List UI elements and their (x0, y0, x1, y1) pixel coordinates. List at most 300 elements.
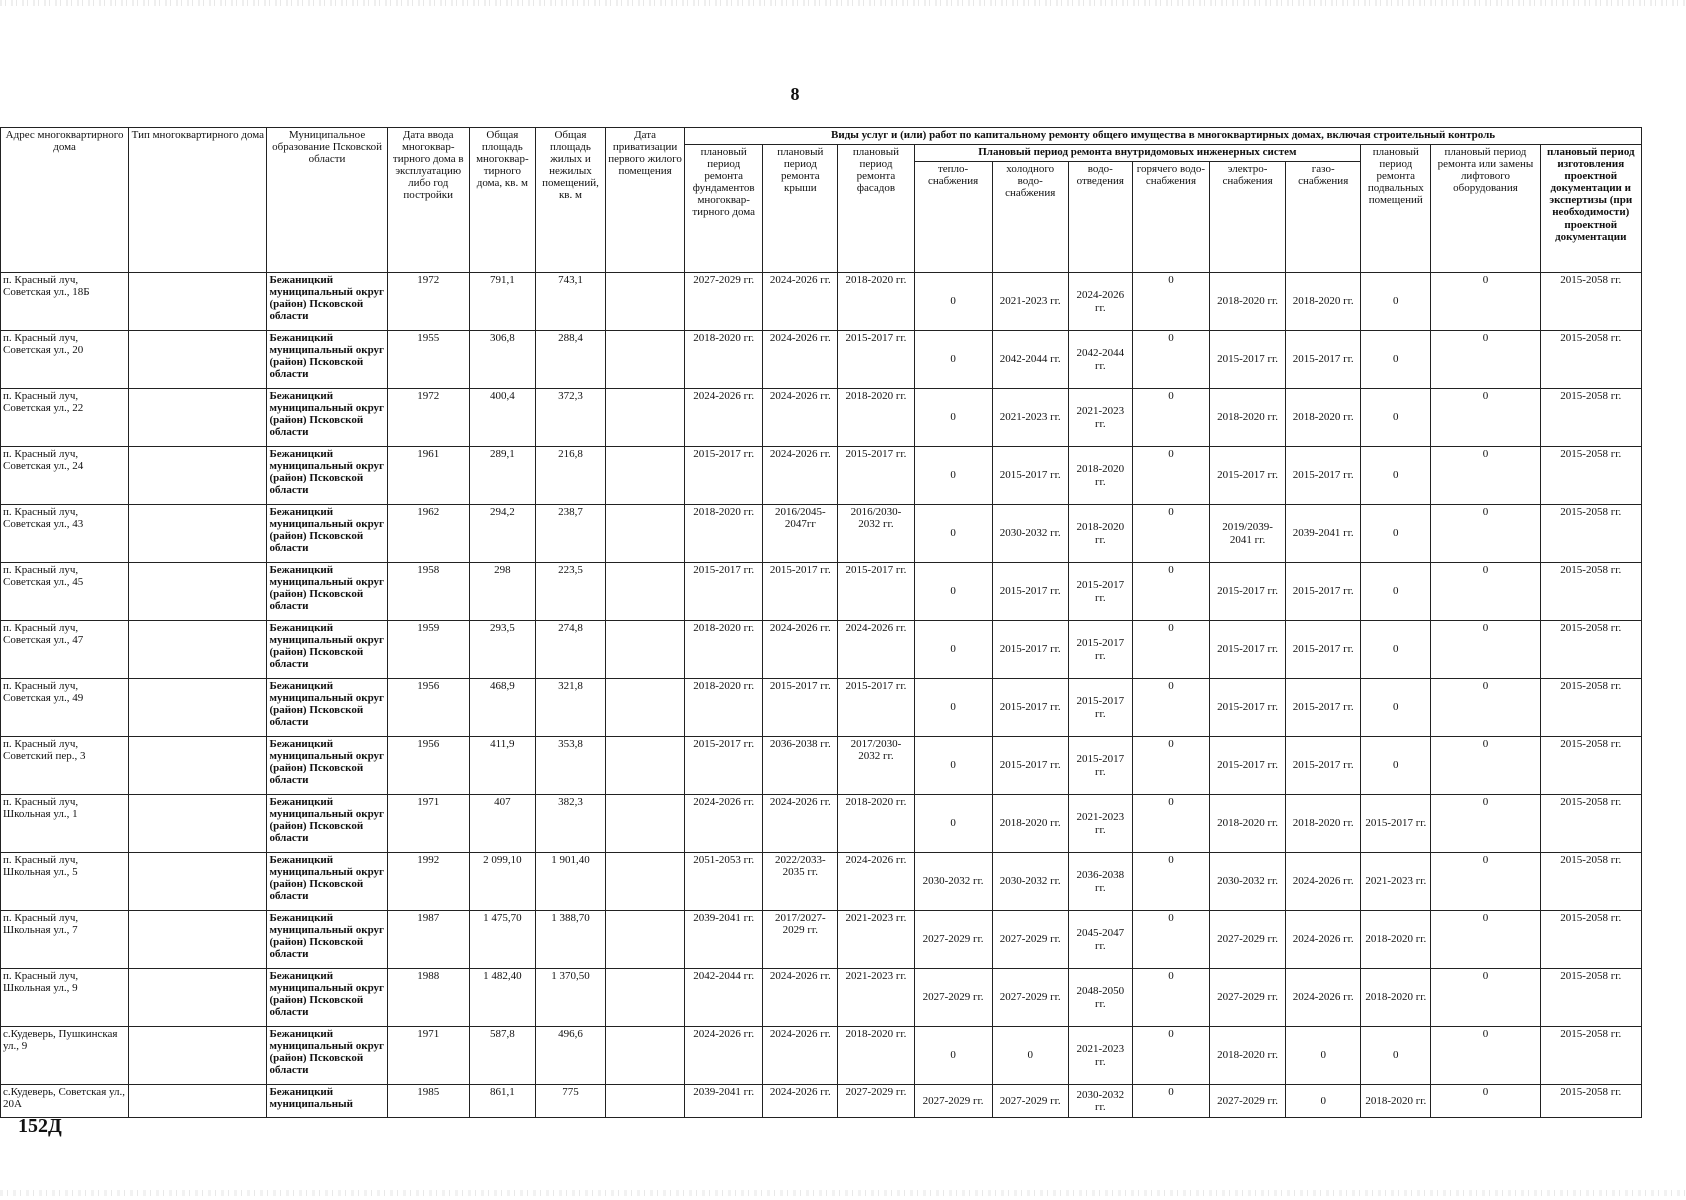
col-header-privatization-date: Дата приватизации первого жилого помещения (606, 128, 685, 273)
cell-house-type (129, 1085, 267, 1118)
cell-elevator: 0 (1431, 621, 1540, 679)
cell-elevator: 0 (1431, 273, 1540, 331)
cell-living-area: 1 370,50 (535, 969, 605, 1027)
cell-elevator: 0 (1431, 331, 1540, 389)
cell-address: п. Красный луч, Школьная ул., 1 (1, 795, 129, 853)
cell-total-area: 468,9 (469, 679, 535, 737)
cell-heating: 2027-2029 гг. (914, 1085, 992, 1118)
cell-roof: 2024-2026 гг. (763, 1085, 838, 1118)
cell-roof: 2024-2026 гг. (763, 1027, 838, 1085)
cell-basement: 2018-2020 гг. (1361, 1085, 1431, 1118)
cell-cold-water: 2015-2017 гг. (992, 737, 1068, 795)
cell-total-area: 294,2 (469, 505, 535, 563)
cell-hot-water: 0 (1132, 447, 1209, 505)
col-header-works-group: Виды услуг и (или) работ по капитальному ремонту общего имущества в многоквартирных домах, включая строительный контроль (685, 128, 1642, 145)
cell-address: п. Красный луч, Советская ул., 47 (1, 621, 129, 679)
cell-cold-water: 2042-2044 гг. (992, 331, 1068, 389)
cell-total-area: 298 (469, 563, 535, 621)
col-header-design-docs: плановый период изготовления проектной документации и экспертизы (при необходимости) проектной документации (1540, 145, 1641, 273)
cell-basement: 2018-2020 гг. (1361, 969, 1431, 1027)
cell-total-area: 411,9 (469, 737, 535, 795)
cell-foundation: 2015-2017 гг. (685, 737, 763, 795)
cell-address: п. Красный луч, Советский пер., 3 (1, 737, 129, 795)
cell-electricity: 2027-2029 гг. (1210, 969, 1286, 1027)
cell-roof: 2024-2026 гг. (763, 273, 838, 331)
cell-privatization (606, 737, 685, 795)
cell-facade: 2015-2017 гг. (838, 331, 914, 389)
cell-municipality: Бежаницкий муниципальный округ (район) Псковской области (267, 1027, 387, 1085)
cell-municipality: Бежаницкий муниципальный округ (район) Псковской области (267, 447, 387, 505)
cell-hot-water: 0 (1132, 563, 1209, 621)
cell-heating: 0 (914, 331, 992, 389)
cell-heating: 0 (914, 273, 992, 331)
cell-hot-water: 0 (1132, 273, 1209, 331)
cell-design-docs: 2015-2058 гг. (1540, 795, 1641, 853)
cell-house-type (129, 331, 267, 389)
cell-cold-water: 2021-2023 гг. (992, 273, 1068, 331)
table-row (1, 563, 1642, 621)
cell-hot-water: 0 (1132, 621, 1209, 679)
col-header-elevator: плановый период ремонта или замены лифтового оборудования (1431, 145, 1540, 273)
cell-year: 1985 (387, 1085, 469, 1118)
cell-design-docs: 2015-2058 гг. (1540, 563, 1641, 621)
cell-design-docs: 2015-2058 гг. (1540, 331, 1641, 389)
cell-house-type (129, 1027, 267, 1085)
cell-heating: 0 (914, 621, 992, 679)
cell-gas: 2024-2026 гг. (1286, 853, 1361, 911)
cell-electricity: 2027-2029 гг. (1210, 911, 1286, 969)
cell-heating: 0 (914, 563, 992, 621)
col-header-house-type: Тип многоквартирного дома (129, 128, 267, 273)
cell-cold-water: 2015-2017 гг. (992, 621, 1068, 679)
cell-year: 1971 (387, 795, 469, 853)
cell-elevator: 0 (1431, 505, 1540, 563)
cell-basement: 0 (1361, 563, 1431, 621)
cell-year: 1972 (387, 273, 469, 331)
cell-living-area: 1 388,70 (535, 911, 605, 969)
cell-design-docs: 2015-2058 гг. (1540, 1027, 1641, 1085)
cell-living-area: 274,8 (535, 621, 605, 679)
cell-electricity: 2030-2032 гг. (1210, 853, 1286, 911)
cell-foundation: 2018-2020 гг. (685, 679, 763, 737)
cell-gas: 2015-2017 гг. (1286, 447, 1361, 505)
cell-sewerage: 2021-2023 гг. (1068, 795, 1132, 853)
cell-address: п. Красный луч, Советская ул., 22 (1, 389, 129, 447)
cell-total-area: 400,4 (469, 389, 535, 447)
cell-privatization (606, 679, 685, 737)
table-body (1, 273, 1642, 1118)
cell-electricity: 2019/2039-2041 гг. (1210, 505, 1286, 563)
cell-sewerage: 2021-2023 гг. (1068, 1027, 1132, 1085)
cell-total-area: 1 482,40 (469, 969, 535, 1027)
cell-house-type (129, 563, 267, 621)
cell-living-area: 238,7 (535, 505, 605, 563)
cell-electricity: 2015-2017 гг. (1210, 447, 1286, 505)
table-row (1, 273, 1642, 331)
cell-elevator: 0 (1431, 679, 1540, 737)
cell-roof: 2017/2027-2029 гг. (763, 911, 838, 969)
cell-cold-water: 2015-2017 гг. (992, 447, 1068, 505)
cell-basement: 2021-2023 гг. (1361, 853, 1431, 911)
cell-facade: 2015-2017 гг. (838, 563, 914, 621)
cell-elevator: 0 (1431, 447, 1540, 505)
cell-year: 1958 (387, 563, 469, 621)
cell-heating: 0 (914, 389, 992, 447)
cell-municipality: Бежаницкий муниципальный округ (район) Псковской области (267, 505, 387, 563)
cell-total-area: 1 475,70 (469, 911, 535, 969)
cell-facade: 2018-2020 гг. (838, 389, 914, 447)
cell-heating: 0 (914, 1027, 992, 1085)
cell-gas: 2018-2020 гг. (1286, 389, 1361, 447)
cell-heating: 0 (914, 505, 992, 563)
cell-facade: 2024-2026 гг. (838, 621, 914, 679)
scan-noise-bottom (0, 1190, 1686, 1196)
cell-gas: 2018-2020 гг. (1286, 795, 1361, 853)
cell-elevator: 0 (1431, 911, 1540, 969)
cell-facade: 2017/2030-2032 гг. (838, 737, 914, 795)
cell-gas: 2039-2041 гг. (1286, 505, 1361, 563)
cell-foundation: 2024-2026 гг. (685, 389, 763, 447)
cell-basement: 0 (1361, 331, 1431, 389)
cell-facade: 2021-2023 гг. (838, 969, 914, 1027)
cell-design-docs: 2015-2058 гг. (1540, 737, 1641, 795)
cell-total-area: 306,8 (469, 331, 535, 389)
cell-sewerage: 2024-2026 гг. (1068, 273, 1132, 331)
cell-house-type (129, 447, 267, 505)
cell-heating: 0 (914, 447, 992, 505)
cell-basement: 0 (1361, 737, 1431, 795)
cell-municipality: Бежаницкий муниципальный округ (район) Псковской области (267, 969, 387, 1027)
cell-gas: 2024-2026 гг. (1286, 969, 1361, 1027)
table-row (1, 795, 1642, 853)
cell-gas: 2015-2017 гг. (1286, 621, 1361, 679)
cell-house-type (129, 621, 267, 679)
cell-living-area: 288,4 (535, 331, 605, 389)
cell-privatization (606, 969, 685, 1027)
cell-elevator: 0 (1431, 969, 1540, 1027)
cell-hot-water: 0 (1132, 1027, 1209, 1085)
cell-total-area: 407 (469, 795, 535, 853)
cell-total-area: 293,5 (469, 621, 535, 679)
cell-municipality: Бежаницкий муниципальный округ (район) Псковской области (267, 273, 387, 331)
cell-privatization (606, 331, 685, 389)
cell-year: 1961 (387, 447, 469, 505)
cell-heating: 2027-2029 гг. (914, 911, 992, 969)
cell-design-docs: 2015-2058 гг. (1540, 911, 1641, 969)
cell-municipality: Бежаницкий муниципальный округ (район) Псковской области (267, 621, 387, 679)
table-row (1, 969, 1642, 1027)
cell-facade: 2027-2029 гг. (838, 1085, 914, 1118)
col-header-facade: плановый период ремонта фасадов (838, 145, 914, 273)
cell-sewerage: 2015-2017 гг. (1068, 621, 1132, 679)
cell-privatization (606, 389, 685, 447)
cell-privatization (606, 563, 685, 621)
cell-year: 1956 (387, 679, 469, 737)
cell-hot-water: 0 (1132, 505, 1209, 563)
cell-municipality: Бежаницкий муниципальный округ (район) Псковской области (267, 563, 387, 621)
cell-privatization (606, 273, 685, 331)
cell-foundation: 2039-2041 гг. (685, 911, 763, 969)
cell-foundation: 2018-2020 гг. (685, 621, 763, 679)
cell-total-area: 289,1 (469, 447, 535, 505)
cell-cold-water: 2027-2029 гг. (992, 969, 1068, 1027)
cell-hot-water: 0 (1132, 679, 1209, 737)
cell-design-docs: 2015-2058 гг. (1540, 1085, 1641, 1118)
cell-sewerage: 2015-2017 гг. (1068, 679, 1132, 737)
cell-address: п. Красный луч, Школьная ул., 9 (1, 969, 129, 1027)
cell-gas: 2015-2017 гг. (1286, 679, 1361, 737)
cell-electricity: 2018-2020 гг. (1210, 795, 1286, 853)
table-row (1, 1027, 1642, 1085)
cell-sewerage: 2021-2023 гг. (1068, 389, 1132, 447)
cell-design-docs: 2015-2058 гг. (1540, 969, 1641, 1027)
cell-year: 1987 (387, 911, 469, 969)
cell-roof: 2016/2045-2047гг (763, 505, 838, 563)
cell-living-area: 743,1 (535, 273, 605, 331)
page-number: 8 (790, 84, 800, 104)
col-header-basement: плановый период ремонта подвальных помещений (1361, 145, 1431, 273)
cell-elevator: 0 (1431, 1027, 1540, 1085)
cell-basement: 0 (1361, 505, 1431, 563)
cell-living-area: 496,6 (535, 1027, 605, 1085)
cell-foundation: 2024-2026 гг. (685, 795, 763, 853)
cell-heating: 0 (914, 795, 992, 853)
cell-foundation: 2051-2053 гг. (685, 853, 763, 911)
cell-cold-water: 2027-2029 гг. (992, 1085, 1068, 1118)
cell-heating: 2027-2029 гг. (914, 969, 992, 1027)
cell-year: 1959 (387, 621, 469, 679)
cell-electricity: 2015-2017 гг. (1210, 737, 1286, 795)
cell-basement: 0 (1361, 273, 1431, 331)
cell-electricity: 2015-2017 гг. (1210, 331, 1286, 389)
cell-cold-water: 2015-2017 гг. (992, 679, 1068, 737)
cell-electricity: 2018-2020 гг. (1210, 273, 1286, 331)
cell-year: 1971 (387, 1027, 469, 1085)
cell-cold-water: 2018-2020 гг. (992, 795, 1068, 853)
cell-elevator: 0 (1431, 737, 1540, 795)
cell-electricity: 2015-2017 гг. (1210, 621, 1286, 679)
cell-municipality: Бежаницкий муниципальный округ (район) Псковской области (267, 331, 387, 389)
cell-cold-water: 2027-2029 гг. (992, 911, 1068, 969)
cell-address: п. Красный луч, Советская ул., 24 (1, 447, 129, 505)
cell-municipality: Бежаницкий муниципальный (267, 1085, 387, 1118)
scan-noise-top (0, 0, 1686, 6)
cell-foundation: 2027-2029 гг. (685, 273, 763, 331)
cell-roof: 2024-2026 гг. (763, 795, 838, 853)
cell-house-type (129, 505, 267, 563)
capital-repair-table (0, 127, 1642, 1118)
cell-address: с.Кудеверь, Советская ул., 20А (1, 1085, 129, 1118)
cell-privatization (606, 505, 685, 563)
cell-house-type (129, 737, 267, 795)
cell-sewerage: 2015-2017 гг. (1068, 563, 1132, 621)
cell-privatization (606, 447, 685, 505)
cell-total-area: 587,8 (469, 1027, 535, 1085)
cell-total-area: 861,1 (469, 1085, 535, 1118)
cell-facade: 2024-2026 гг. (838, 853, 914, 911)
cell-roof: 2036-2038 гг. (763, 737, 838, 795)
cell-basement: 2018-2020 гг. (1361, 911, 1431, 969)
cell-address: п. Красный луч, Советская ул., 43 (1, 505, 129, 563)
col-header-heating: тепло-снабжения (914, 162, 992, 273)
col-header-engineering-group: Плановый период ремонта внутридомовых инженерных систем (914, 145, 1361, 162)
cell-municipality: Бежаницкий муниципальный округ (район) Псковской области (267, 389, 387, 447)
cell-municipality: Бежаницкий муниципальный округ (район) Псковской области (267, 853, 387, 911)
cell-basement: 0 (1361, 447, 1431, 505)
cell-municipality: Бежаницкий муниципальный округ (район) Псковской области (267, 737, 387, 795)
cell-electricity: 2018-2020 гг. (1210, 1027, 1286, 1085)
cell-heating: 0 (914, 679, 992, 737)
cell-sewerage: 2036-2038 гг. (1068, 853, 1132, 911)
cell-living-area: 372,3 (535, 389, 605, 447)
cell-basement: 0 (1361, 1027, 1431, 1085)
col-header-living-area: Общая площадь жилых и нежилых помещений, кв. м (535, 128, 605, 273)
cell-house-type (129, 273, 267, 331)
cell-foundation: 2039-2041 гг. (685, 1085, 763, 1118)
cell-roof: 2015-2017 гг. (763, 563, 838, 621)
cell-electricity: 2015-2017 гг. (1210, 679, 1286, 737)
cell-gas: 2024-2026 гг. (1286, 911, 1361, 969)
cell-privatization (606, 621, 685, 679)
col-header-hot-water: горячего водо-снабжения (1132, 162, 1209, 273)
col-header-foundation: плановый период ремонта фундаментов многоквар-тирного дома (685, 145, 763, 273)
cell-year: 1955 (387, 331, 469, 389)
cell-design-docs: 2015-2058 гг. (1540, 505, 1641, 563)
col-header-address: Адрес многоквартирного дома (1, 128, 129, 273)
cell-foundation: 2018-2020 гг. (685, 331, 763, 389)
table-row (1, 389, 1642, 447)
col-header-electricity: электро-снабжения (1210, 162, 1286, 273)
cell-house-type (129, 389, 267, 447)
cell-sewerage: 2015-2017 гг. (1068, 737, 1132, 795)
cell-living-area: 382,3 (535, 795, 605, 853)
cell-design-docs: 2015-2058 гг. (1540, 447, 1641, 505)
cell-hot-water: 0 (1132, 1085, 1209, 1118)
cell-facade: 2018-2020 гг. (838, 273, 914, 331)
cell-total-area: 791,1 (469, 273, 535, 331)
cell-privatization (606, 1027, 685, 1085)
cell-roof: 2024-2026 гг. (763, 621, 838, 679)
cell-hot-water: 0 (1132, 737, 1209, 795)
cell-sewerage: 2048-2050 гг. (1068, 969, 1132, 1027)
col-header-total-area: Общая площадь многоквар-тирного дома, кв. м (469, 128, 535, 273)
cell-cold-water: 2030-2032 гг. (992, 853, 1068, 911)
cell-house-type (129, 969, 267, 1027)
cell-gas: 2015-2017 гг. (1286, 331, 1361, 389)
col-header-commission-date: Дата ввода многоквар-тирного дома в эксплуатацию либо год постройки (387, 128, 469, 273)
cell-address: п. Красный луч, Советская ул., 45 (1, 563, 129, 621)
table-row (1, 621, 1642, 679)
cell-address: п. Красный луч, Советская ул., 20 (1, 331, 129, 389)
cell-electricity: 2015-2017 гг. (1210, 563, 1286, 621)
cell-facade: 2015-2017 гг. (838, 679, 914, 737)
cell-basement: 0 (1361, 679, 1431, 737)
cell-address: п. Красный луч, Советская ул., 49 (1, 679, 129, 737)
table-row (1, 853, 1642, 911)
cell-gas: 2018-2020 гг. (1286, 273, 1361, 331)
cell-year: 1956 (387, 737, 469, 795)
cell-municipality: Бежаницкий муниципальный округ (район) Псковской области (267, 795, 387, 853)
cell-address: п. Красный луч, Советская ул., 18Б (1, 273, 129, 331)
cell-design-docs: 2015-2058 гг. (1540, 389, 1641, 447)
cell-elevator: 0 (1431, 853, 1540, 911)
cell-year: 1972 (387, 389, 469, 447)
cell-hot-water: 0 (1132, 853, 1209, 911)
cell-year: 1962 (387, 505, 469, 563)
cell-elevator: 0 (1431, 563, 1540, 621)
cell-house-type (129, 853, 267, 911)
cell-roof: 2024-2026 гг. (763, 389, 838, 447)
cell-total-area: 2 099,10 (469, 853, 535, 911)
cell-design-docs: 2015-2058 гг. (1540, 853, 1641, 911)
cell-cold-water: 2015-2017 гг. (992, 563, 1068, 621)
cell-foundation: 2015-2017 гг. (685, 563, 763, 621)
cell-foundation: 2042-2044 гг. (685, 969, 763, 1027)
col-header-roof: плановый период ремонта крыши (763, 145, 838, 273)
cell-basement: 2015-2017 гг. (1361, 795, 1431, 853)
cell-sewerage: 2045-2047 гг. (1068, 911, 1132, 969)
cell-municipality: Бежаницкий муниципальный округ (район) Псковской области (267, 679, 387, 737)
cell-design-docs: 2015-2058 гг. (1540, 273, 1641, 331)
cell-address: п. Красный луч, Школьная ул., 5 (1, 853, 129, 911)
document-stamp: 152Д (18, 1115, 62, 1137)
cell-foundation: 2018-2020 гг. (685, 505, 763, 563)
cell-sewerage: 2042-2044 гг. (1068, 331, 1132, 389)
table-row (1, 737, 1642, 795)
cell-living-area: 1 901,40 (535, 853, 605, 911)
cell-heating: 0 (914, 737, 992, 795)
cell-elevator: 0 (1431, 795, 1540, 853)
cell-privatization (606, 911, 685, 969)
cell-address: п. Красный луч, Школьная ул., 7 (1, 911, 129, 969)
cell-roof: 2022/2033-2035 гг. (763, 853, 838, 911)
cell-facade: 2015-2017 гг. (838, 447, 914, 505)
cell-foundation: 2015-2017 гг. (685, 447, 763, 505)
cell-house-type (129, 911, 267, 969)
table-row (1, 331, 1642, 389)
cell-roof: 2024-2026 гг. (763, 447, 838, 505)
cell-heating: 2030-2032 гг. (914, 853, 992, 911)
table-row (1, 505, 1642, 563)
col-header-cold-water: холодного водо-снабжения (992, 162, 1068, 273)
cell-privatization (606, 853, 685, 911)
cell-design-docs: 2015-2058 гг. (1540, 621, 1641, 679)
cell-gas: 2015-2017 гг. (1286, 737, 1361, 795)
cell-living-area: 216,8 (535, 447, 605, 505)
table-row (1, 911, 1642, 969)
cell-house-type (129, 795, 267, 853)
cell-facade: 2016/2030-2032 гг. (838, 505, 914, 563)
cell-house-type (129, 679, 267, 737)
cell-hot-water: 0 (1132, 969, 1209, 1027)
cell-basement: 0 (1361, 621, 1431, 679)
cell-gas: 2015-2017 гг. (1286, 563, 1361, 621)
cell-hot-water: 0 (1132, 911, 1209, 969)
table-row (1, 679, 1642, 737)
col-header-municipality: Муниципальное образование Псковской области (267, 128, 387, 273)
table-row (1, 447, 1642, 505)
cell-facade: 2018-2020 гг. (838, 1027, 914, 1085)
cell-privatization (606, 795, 685, 853)
cell-year: 1992 (387, 853, 469, 911)
cell-elevator: 0 (1431, 1085, 1540, 1118)
cell-cold-water: 2030-2032 гг. (992, 505, 1068, 563)
cell-basement: 0 (1361, 389, 1431, 447)
cell-hot-water: 0 (1132, 795, 1209, 853)
cell-municipality: Бежаницкий муниципальный округ (район) Псковской области (267, 911, 387, 969)
col-header-sewerage: водо-отведения (1068, 162, 1132, 273)
cell-cold-water: 0 (992, 1027, 1068, 1085)
